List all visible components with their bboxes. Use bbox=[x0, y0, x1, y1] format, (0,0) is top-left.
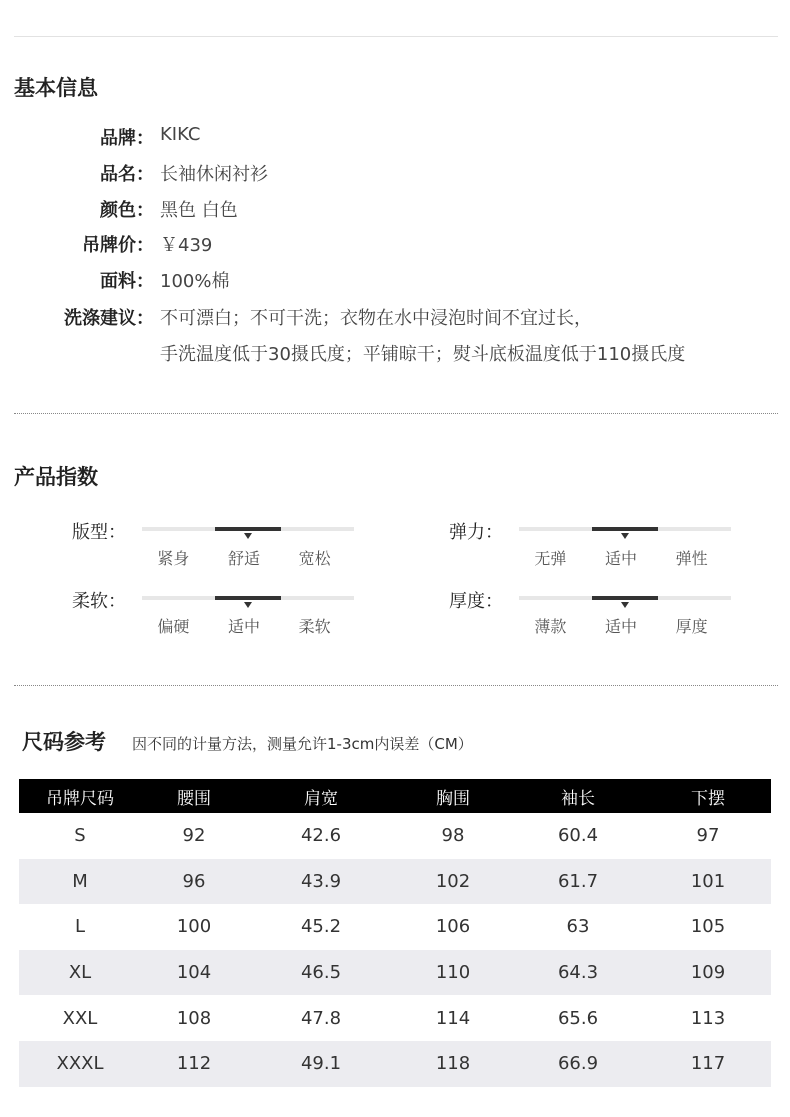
table-cell: XXXL bbox=[19, 1041, 141, 1087]
index-mark bbox=[592, 527, 659, 531]
info-row-care-continued bbox=[0, 340, 790, 370]
info-label: 面料： bbox=[100, 271, 154, 292]
index-mark bbox=[215, 527, 282, 531]
table-cell: 66.9 bbox=[511, 1041, 645, 1087]
info-value: 不可漂白；不可干洗；衣物在水中浸泡时间不宜过长， bbox=[160, 308, 592, 329]
table-cell: 118 bbox=[395, 1041, 511, 1087]
size-chart-title: 尺码参考 bbox=[22, 730, 106, 754]
table-row bbox=[19, 813, 771, 859]
section-divider bbox=[14, 413, 778, 414]
table-cell: 100 bbox=[176, 916, 212, 938]
info-value: KIKC bbox=[160, 124, 201, 145]
index-option: 适中 bbox=[604, 617, 638, 636]
size-chart-note: 因不同的计量方法，测量允许1-3cm内误差（CM） bbox=[132, 735, 473, 753]
index-mark bbox=[215, 596, 282, 600]
index-option: 舒适 bbox=[227, 549, 261, 568]
table-cell: 63 bbox=[566, 916, 590, 938]
table-cell: 42.6 bbox=[300, 825, 342, 847]
index-track bbox=[519, 596, 731, 600]
info-row-brand bbox=[0, 124, 790, 154]
index-label: 柔软： bbox=[72, 591, 126, 612]
info-value: ￥439 bbox=[160, 235, 213, 256]
table-row bbox=[19, 859, 771, 905]
table-cell: L bbox=[74, 916, 86, 938]
info-label: 颜色： bbox=[100, 200, 154, 221]
table-cell: M bbox=[19, 859, 141, 905]
table-cell: XL bbox=[19, 950, 141, 996]
table-cell: 96 bbox=[141, 859, 247, 905]
index-track bbox=[142, 596, 354, 600]
info-value: 黑色 白色 bbox=[160, 200, 238, 221]
product-index-title: 产品指数 bbox=[14, 465, 98, 489]
info-label: 洗涤建议： bbox=[64, 308, 154, 329]
table-cell: 49.1 bbox=[247, 1041, 395, 1087]
header-cell: 下摆 bbox=[645, 779, 771, 813]
index-arrow-icon bbox=[244, 602, 252, 608]
header-cell: 腰围 bbox=[141, 779, 247, 813]
index-track bbox=[519, 527, 731, 531]
table-cell: 102 bbox=[395, 859, 511, 905]
table-cell: 108 bbox=[176, 1007, 212, 1029]
index-track bbox=[142, 527, 354, 531]
index-label: 厚度： bbox=[449, 591, 503, 612]
table-cell: 101 bbox=[645, 859, 771, 905]
info-row-color bbox=[0, 196, 790, 226]
table-cell: 114 bbox=[435, 1007, 471, 1029]
info-row-fabric bbox=[0, 267, 790, 297]
table-cell: 43.9 bbox=[247, 859, 395, 905]
section-divider bbox=[14, 685, 778, 686]
table-cell: 106 bbox=[435, 916, 471, 938]
index-option: 无弹 bbox=[534, 549, 567, 568]
header-cell: 肩宽 bbox=[247, 779, 395, 813]
table-cell: 47.8 bbox=[300, 1007, 342, 1029]
info-value: 100%棉 bbox=[160, 271, 230, 292]
index-label: 版型： bbox=[72, 522, 126, 543]
info-row-price bbox=[0, 231, 790, 261]
index-label: 弹力： bbox=[449, 522, 503, 543]
table-cell: 45.2 bbox=[300, 916, 342, 938]
index-option: 适中 bbox=[604, 549, 638, 568]
table-row bbox=[19, 995, 771, 1041]
index-arrow-icon bbox=[621, 533, 629, 539]
info-row-name bbox=[0, 160, 790, 190]
table-cell: 109 bbox=[645, 950, 771, 996]
info-value: 长袖休闲衬衫 bbox=[160, 164, 268, 185]
table-cell: 97 bbox=[696, 825, 720, 847]
size-table bbox=[19, 779, 771, 1087]
info-label: 吊牌价： bbox=[82, 235, 154, 256]
table-row bbox=[19, 904, 771, 950]
info-label: 品牌： bbox=[100, 128, 154, 149]
table-cell: XXL bbox=[62, 1007, 98, 1029]
index-option: 柔软 bbox=[298, 617, 331, 636]
table-cell: 113 bbox=[690, 1007, 726, 1029]
table-cell: 112 bbox=[141, 1041, 247, 1087]
table-cell: S bbox=[74, 825, 86, 847]
table-row bbox=[19, 950, 771, 996]
index-mark bbox=[592, 596, 659, 600]
index-option: 弹性 bbox=[675, 549, 708, 568]
info-row-care bbox=[0, 304, 790, 334]
index-option: 厚度 bbox=[675, 617, 708, 636]
info-value: 手洗温度低于30摄氏度；平铺晾干；熨斗底板温度低于110摄氏度 bbox=[160, 344, 686, 365]
index-option: 紧身 bbox=[157, 549, 190, 568]
table-cell: 60.4 bbox=[557, 825, 599, 847]
table-cell: 117 bbox=[645, 1041, 771, 1087]
table-cell: 98 bbox=[441, 825, 465, 847]
index-option: 适中 bbox=[227, 617, 261, 636]
basic-info-title: 基本信息 bbox=[14, 76, 98, 100]
header-cell: 吊牌尺码 bbox=[19, 779, 141, 813]
index-option: 偏硬 bbox=[157, 617, 190, 636]
table-cell: 46.5 bbox=[247, 950, 395, 996]
header-cell: 袖长 bbox=[511, 779, 645, 813]
table-cell: 104 bbox=[141, 950, 247, 996]
table-cell: 64.3 bbox=[511, 950, 645, 996]
table-cell: 61.7 bbox=[511, 859, 645, 905]
index-option: 宽松 bbox=[298, 549, 331, 568]
header-cell: 胸围 bbox=[395, 779, 511, 813]
table-cell: 105 bbox=[690, 916, 726, 938]
top-divider bbox=[14, 36, 778, 37]
index-arrow-icon bbox=[244, 533, 252, 539]
index-option: 薄款 bbox=[534, 617, 567, 636]
table-cell: 92 bbox=[182, 825, 206, 847]
index-arrow-icon bbox=[621, 602, 629, 608]
table-row bbox=[19, 1041, 771, 1087]
info-label: 品名： bbox=[100, 164, 154, 185]
size-table-header bbox=[19, 779, 771, 813]
table-cell: 110 bbox=[395, 950, 511, 996]
table-cell: 65.6 bbox=[557, 1007, 599, 1029]
